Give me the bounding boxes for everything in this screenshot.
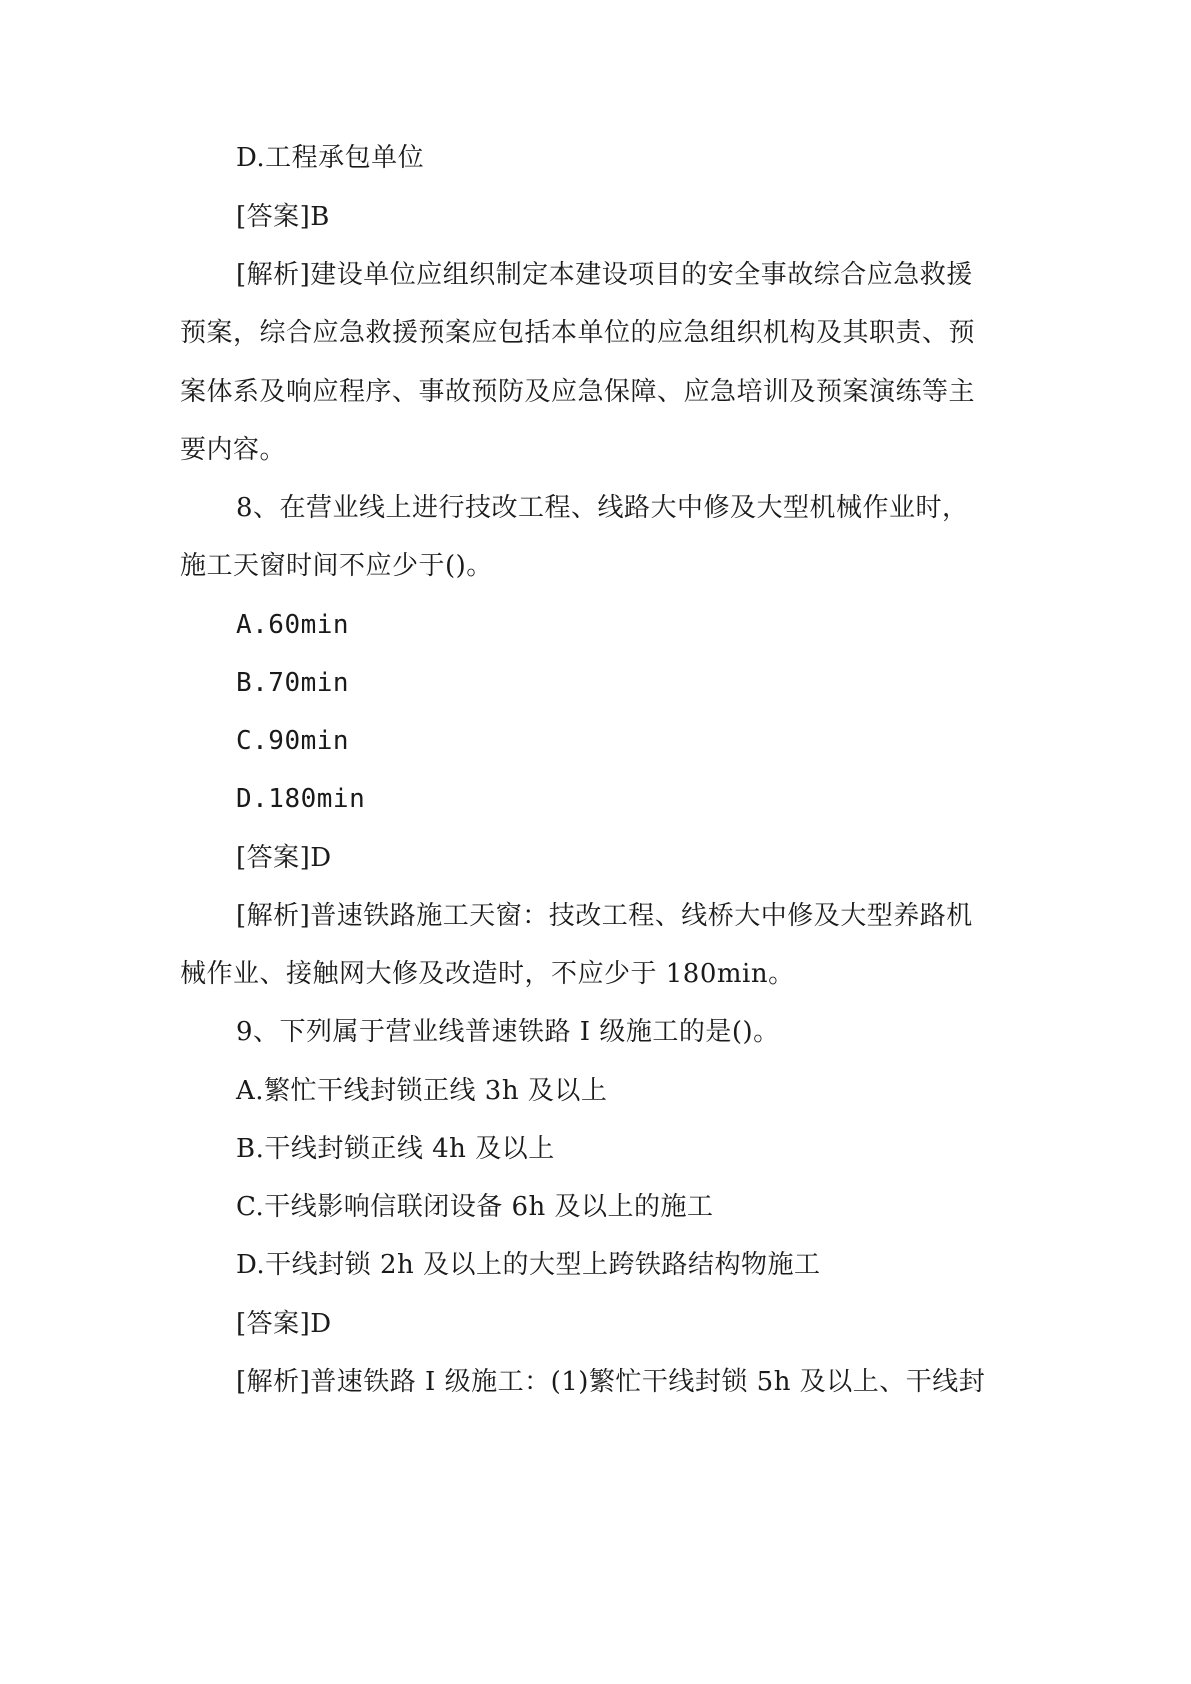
explanation-q7-line-1: [解析]建设单位应组织制定本建设项目的安全事故综合应急救援	[236, 260, 973, 290]
option-c-q8: C.90min	[236, 726, 350, 756]
option-d-q9: D.干线封锁 2h 及以上的大型上跨铁路结构物施工	[236, 1250, 821, 1280]
option-d-q8: D.180min	[236, 784, 366, 814]
answer-q8: [答案]D	[236, 843, 332, 873]
answer-q7: [答案]B	[236, 202, 330, 232]
explanation-q8-line-2: 械作业、接触网大修及改造时，不应少于 180min。	[180, 959, 795, 989]
explanation-q7-line-2: 预案，综合应急救援预案应包括本单位的应急组织机构及其职责、预	[180, 318, 976, 348]
question-9: 9、下列属于营业线普速铁路 I 级施工的是()。	[236, 1017, 780, 1047]
option-d-q7: D.工程承包单位	[236, 143, 425, 173]
explanation-q9-line-1: [解析]普速铁路 I 级施工：(1)繁忙干线封锁 5h 及以上、干线封	[236, 1367, 986, 1397]
question-8-line-1: 8、在营业线上进行技改工程、线路大中修及大型机械作业时，	[236, 493, 969, 523]
explanation-q8-line-1: [解析]普速铁路施工天窗：技改工程、线桥大中修及大型养路机	[236, 901, 973, 931]
option-c-q9: C.干线影响信联闭设备 6h 及以上的施工	[236, 1192, 714, 1222]
answer-q9: [答案]D	[236, 1309, 332, 1339]
option-b-q8: B.70min	[236, 668, 350, 698]
explanation-q7-line-4: 要内容。	[180, 435, 287, 465]
option-a-q9: A.繁忙干线封锁正线 3h 及以上	[236, 1076, 608, 1106]
explanation-q7-line-3: 案体系及响应程序、事故预防及应急保障、应急培训及预案演练等主	[180, 377, 976, 407]
option-a-q8: A.60min	[236, 610, 350, 640]
option-b-q9: B.干线封锁正线 4h 及以上	[236, 1134, 555, 1164]
question-8-line-2: 施工天窗时间不应少于()。	[180, 551, 493, 581]
